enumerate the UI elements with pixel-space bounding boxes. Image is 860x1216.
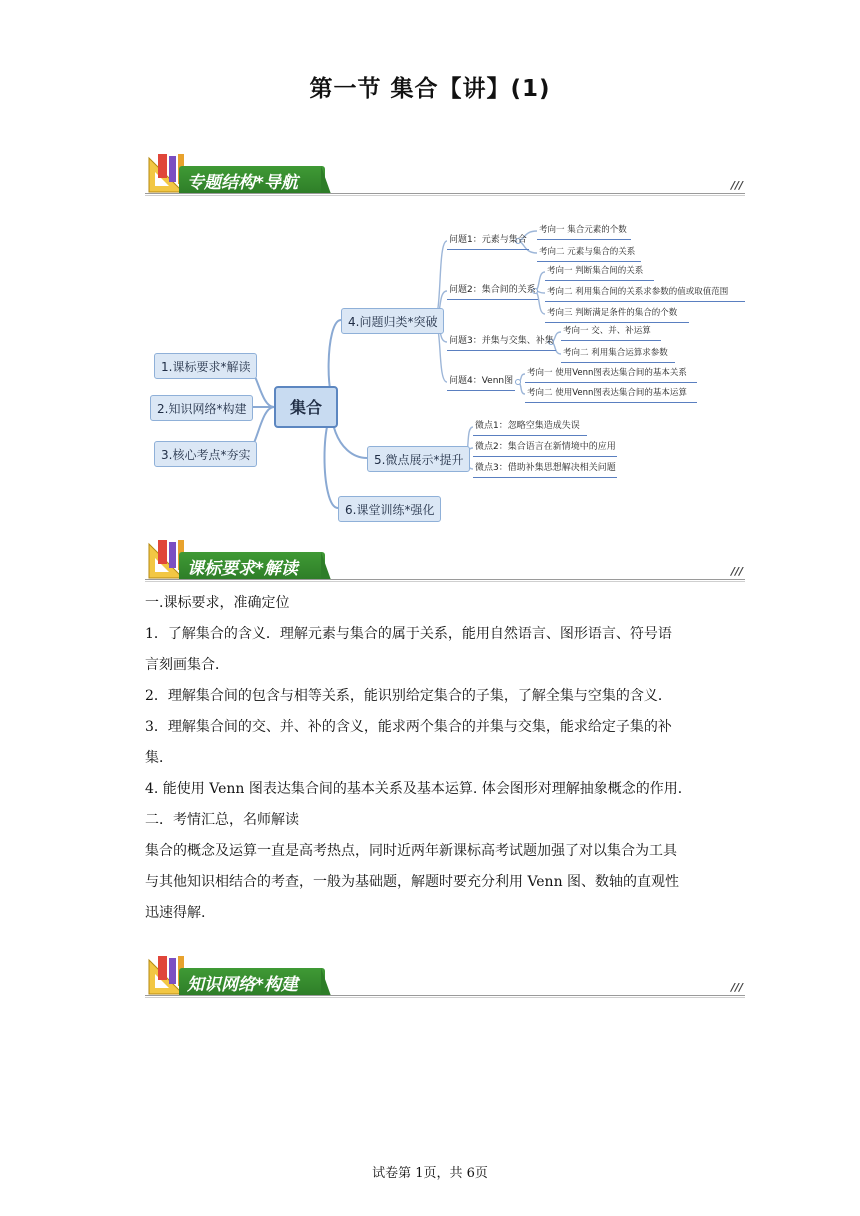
direction-item: 考向一 使用Venn图表达集合间的基本关系: [525, 366, 697, 383]
section-title: 知识网络*构建: [187, 975, 298, 995]
text-line: 1．了解集合的含义．理解元素与集合的属于关系，能用自然语言、图形语言、符号语: [145, 626, 672, 642]
text-line: 迅速得解.: [145, 905, 206, 921]
section-title: 课标要求*解读: [187, 559, 298, 579]
section-title: 专题结构*导航: [187, 173, 298, 193]
text-line: 2．理解集合间的包含与相等关系，能识别给定集合的子集，了解全集与空集的含义．: [145, 688, 672, 704]
text-line: 4. 能使用 Venn 图表达集合间的基本关系及基本运算. 体会图形对理解抽象概念的作用．: [145, 781, 692, 797]
curriculum-text: [145, 588, 725, 929]
mind-node-class-training: 6.课堂训练*强化: [338, 496, 441, 522]
micro-item: 微点1：忽略空集造成失误: [473, 419, 587, 436]
section-header-curriculum: [145, 538, 745, 582]
mind-node-problems: 4.问题归类*突破: [341, 308, 444, 334]
direction-item: 考向三 判断满足条件的集合的个数: [545, 306, 689, 323]
page-title: 第一节 集合【讲】(1): [309, 76, 551, 102]
mind-node-core-points: 3.核心考点*夯实: [154, 441, 257, 467]
problem-label: 问题4：Venn图: [447, 374, 515, 391]
text-line: 集．: [145, 750, 173, 766]
section-header-navigation: [145, 152, 745, 196]
direction-item: 考向一 交、并、补运算: [561, 324, 661, 341]
section-slashes: ///: [730, 179, 743, 192]
micro-item: 微点2：集合语言在新情境中的应用: [473, 440, 617, 457]
mind-node-curriculum: 1.课标要求*解读: [154, 353, 257, 379]
section-slashes: ///: [730, 981, 743, 994]
problem-label: 问题1：元素与集合: [447, 233, 529, 250]
direction-item: 考向二 利用集合间的关系求参数的值或取值范围: [545, 285, 745, 302]
text-line: 二．考情汇总，名师解读: [145, 812, 299, 828]
direction-item: 考向二 元素与集合的关系: [537, 245, 641, 262]
text-line: 一.课标要求，准确定位: [145, 595, 290, 611]
text-line: 与其他知识相结合的考查，一般为基础题，解题时要充分利用 Venn 图、数轴的直观性: [145, 874, 680, 890]
text-line: 言刻画集合．: [145, 657, 229, 673]
direction-item: 考向二 利用集合运算求参数: [561, 346, 675, 363]
section-header-knowledge-network: [145, 954, 745, 998]
problem-label: 问题2：集合间的关系: [447, 283, 538, 300]
micro-item: 微点3：借助补集思想解决相关问题: [473, 461, 617, 478]
direction-item: 考向二 使用Venn图表达集合间的基本运算: [525, 386, 697, 403]
mind-node-micro-points: 5.微点展示*提升: [367, 446, 470, 472]
section-slashes: ///: [730, 565, 743, 578]
mind-map-root: 集合: [274, 386, 338, 428]
direction-item: 考向一 判断集合间的关系: [545, 264, 654, 281]
mind-node-knowledge-network: 2.知识网络*构建: [150, 395, 253, 421]
problem-label: 问题3：并集与交集、补集: [447, 334, 556, 351]
direction-item: 考向一 集合元素的个数: [537, 223, 631, 240]
text-line: 3．理解集合间的交、并、补的含义，能求两个集合的并集与交集，能求给定子集的补: [145, 719, 672, 735]
page-footer: 试卷第 1页，共 6页: [372, 1166, 488, 1181]
mind-map: [145, 208, 745, 538]
text-line: 集合的概念及运算一直是高考热点，同时近两年新课标高考试题加强了对以集合为工具: [145, 843, 677, 859]
